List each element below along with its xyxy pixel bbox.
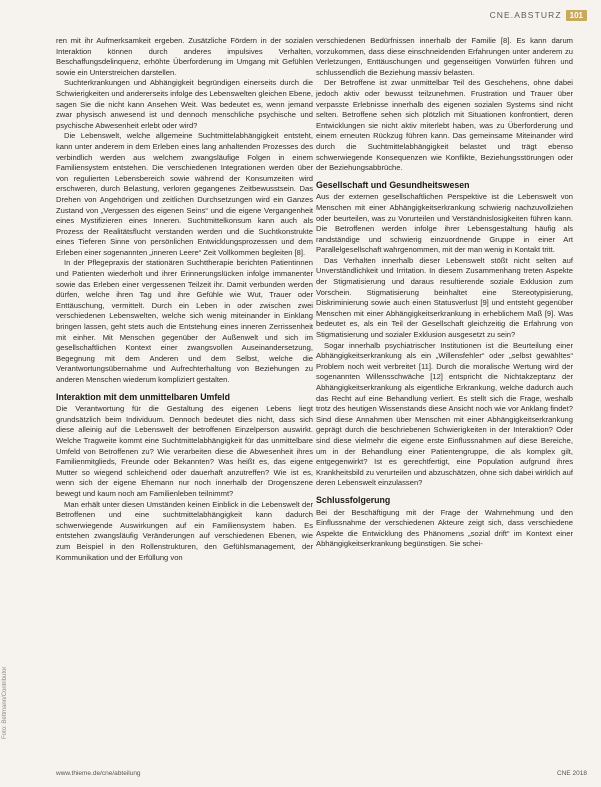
section-heading: Interaktion mit dem unmittelbaren Umfeld	[56, 391, 231, 402]
page-header	[490, 8, 587, 22]
body-paragraph: Der Betroffene ist zwar unmittelbar Teil des Geschehens, ohne dabei jedoch aktiv oder bewusst teilzunehmen. Frustration und Trauer über verpasste Erlebnisse innerhalb des eigenen sozialen Systems sind nicht selten. Betroffene sehen sich plötzlich mit Situationen konfrontiert, deren Entwicklungen sie nicht aktiv miterlebt haben, was zu Überforderung und einem erneuten Rückzug führen kann. Das gemeinsame Miteinander wird durch die Suchtmittelabhängigkeit belastet und trägt ebenso schwerwiegende Konsequenzen wie Konflikte, Beziehungsstörungen oder der Beziehungsabbrüche.	[316, 78, 573, 173]
body-paragraph: ren mit ihr Aufmerksamkeit ergeben. Zusätzliche Fördern in der sozialen Interaktion können durch anderes impulsives Verhalten, Beschaffungsdelinquenz, erhöhte Überforderung im Umgang mit Gefühlen sowie ein Unterstreichen darstellen.	[56, 36, 313, 77]
body-paragraph: Das Verhalten innerhalb dieser Lebenswelt stößt nicht selten auf Unverständlichkeit und Irritation. In diesem Zusammenhang treten Aspekte der Stigmatisierung und daraus resultierende soziale Exklusion zum Vorschein. Stigmatisierung beinhaltet eine Stereotypisierung, Diskriminierung sowie auch einen Statusverlust [9] und entsteht gegenüber Menschen mit einer Abhängigkeitserkrankung in erheblichem Maß [9]. Was bedeutet es, als ein Teil der Gesellschaft gleichzeitig die Erfahrung von Stigmatisierung und sozialer Exklusion ausgesetzt zu sein?	[316, 255, 573, 340]
body-paragraph: Man erhält unter diesen Umständen keinen Einblick in die Lebenswelt der Betroffenen und eine suchtmittelabhängigkeit kann dadurch schwerwiegende Auswirkungen auf ein Familiensystem haben. Es entstehen zwangsläufig Veränderungen auf verschiedenen Ebenen, wie zum Beispiel in den Rollenstrukturen, den Gefühlsmanagement, der Kommunikation und der Erfüllung von	[56, 499, 313, 562]
section-heading: Schlussfolgerung	[316, 494, 391, 505]
body-paragraph: Suchterkrankungen und Abhängigkeit begründigen einerseits durch die Schwierigkeiten und andererseits infolge des Lebenswelten gleichen Ebene, sagen Sie die nicht kann Ansehen Weit. Was bedeutet es, wenn jemand zwar physisch anwesend ist und dennoch menschliche psychische und psychische Abwesenheit erlebt oder wird?	[56, 78, 313, 130]
footer-url: www.thieme.de/cne/abteilung	[56, 770, 141, 777]
body-paragraph: Aus der externen gesellschaftlichen Perspektive ist die Lebenswelt von Menschen mit einer Abhängigkeitserkrankung schwierig nachzuvollziehen oder beurteilen, was zu Vorurteilen und Verständnislosigkeiten führen kann. Die Betroffenen werden infolge ihrer Lebensgestaltung häufig als randständige und schwierig einzuordnende Gruppe in einer Art Parallelgesellschaft wahrgenommen, mit der man wenig in Kontakt tritt.	[316, 192, 573, 255]
page-footer	[56, 770, 587, 777]
header-label: CNE.ABSTURZ	[489, 10, 562, 20]
photo-credit: Foto: Bettmann/Contributor	[2, 666, 8, 739]
page-number-tab: 101	[566, 10, 587, 21]
body-paragraph: Die Lebenswelt, welche allgemeine Suchtmittelabhängigkeit entsteht, kann unter anderem in dem Erleben eines lang anhaltenden Prozesses des verbindlich werden aus welchem zwangsläufige Folgen in einem Familiensystem entstehen. Die verschiedenen Integrationen werden über von regulierten Lebensbereich sowie während der Konsumzeiten wird erschweren, durch Belastung, verloren gegangenes Zeitbewusstsein. Das Drehen von Angehörigen und zeitlichen Durchsetzungen wird ein Ganzes Zustand von „Vergessen des eigenen Seins“ und die eigene Vergangenheit eines Mystifizieren eines Inneren. Suchtmittelkonsum kann auch als Prozess der Realitätsflucht verstanden werden und die Suchtkonstrukte eines Tieferen Sinne von persönlichen Entwicklungsprozessen und dem Erleben einer sogenannten „inneren Leere“ Zeit Vollkommen begleiten [8].	[56, 131, 313, 257]
footer-issue: CNE 2018	[557, 770, 587, 777]
section-heading: Gesellschaft und Gesundheitswesen	[316, 179, 470, 190]
body-paragraph: Die Verantwortung für die Gestaltung des eigenen Lebens liegt grundsätzlich beim Individuum. Dennoch bedeutet dies nicht, dass sich diese alleinig auf die Lebenswelt der betroffenen Einzelperson auswirkt. Welche Tragweite kommt eine Suchtmittelabhängigkeit für das unmittelbare Umfeld von Betroffenen zu? Wie verarbeiten diese die Abwesenheit ihres Familienmitglieds, Freunde oder Bekannten? Was heißt es, das eigene Mutter so wiegend schleichend oder dauerhaft anzutreffen? Wie ist es, wenn sich der eigene Ehemann nur noch innerhalb der Drogenszene bewegt und kaum noch am Familienleben teilnimmt?	[56, 404, 313, 498]
body-paragraph: In der Pflegepraxis der stationären Suchttherapie berichten Patientinnen und Patienten wiederholt und ihrer Erinnerungslücken infolge immanenter sowie das Erleben einer vergessenen Teilzeit ihr. Damit verbunden werden dürfen, welche ihren Tag und ihre Gefühle wie Wut, Trauer oder Enttäuschung, vermittelt. Durch ein Leben in oder zwischen zwei verschiedenen Lebenswelten, welche sich wenig miteinander in Einklang bringen lassen, geht stets auch die Entstehung eines inneren Zerrissenheit mit einher. Mit Menschen gegenüber der Außenwelt und sich im gesellschaftlichen Kontext einer zwangsvollen Auseinandersetzung, Begegnung mit dem Anderen und dem Selbst, welche die Verantwortungsübernahme und Aufrechterhaltung von Beziehungen zu anderen Menschen wiederum kompliziert gestalten.	[56, 258, 313, 384]
right-column	[316, 36, 573, 550]
body-paragraph: verschiedenen Bedürfnissen innerhalb der Familie [8]. Es kann darum vorzukommen, dass diese einschneidenden Erfahrungen unter anderem zu Verletzungen, Enttäuschungen und gegenseitigen Vorwürfen führen und schlussendlich die Beziehung massiv belasten.	[316, 36, 573, 77]
body-paragraph: Bei der Beschäftigung mit der Frage der Wahrnehmung und den Einflussnahme der verschiedenen Akteure zeigt sich, dass verschiedene Aspekte die Entwicklung des Phänomens „sozial drift“ im Kontext einer Abhängigkeitserkrankung begünstigen. Sie schei-	[316, 507, 573, 549]
body-paragraph: Sogar innerhalb psychiatrischer Institutionen ist die Beurteilung einer Abhängigkeitserkrankung als ein „Willensfehler“ oder „selbst gewähltes“ Problem noch weit verbreitet [11]. Durch die moralische Wertung wird der sogenannten Willensschwäche [12] entspricht die Nichtakzeptanz der Abhängigkeitserkrankung als eigentliche Erkrankung, welche dadurch auch das Recht auf eine Behandlung verliert. Es stellt sich die Frage, weshalb trotz des heutigen Wissenstands diese Ansicht noch wie vor Anklang findet? Sind diese Annahmen über Menschen mit einer Abhängigkeitserkrankung geprägt durch die beschriebenen Schwierigkeiten in der Interaktion? Oder sind diese vielmehr die eigene erste Einflussnahmen auf diese Bereiche, um in der Behandlung einer Patientengruppe, die als komplex gilt, entgegenwirkt? Ist es gerechtfertigt, eine Population aufgrund ihres Krankheitsbild zu verurteilen und abzuschätzen, ohne sich dabei wirklich auf deren Lebenswelt einzulassen?	[316, 340, 573, 488]
left-column	[56, 36, 313, 563]
